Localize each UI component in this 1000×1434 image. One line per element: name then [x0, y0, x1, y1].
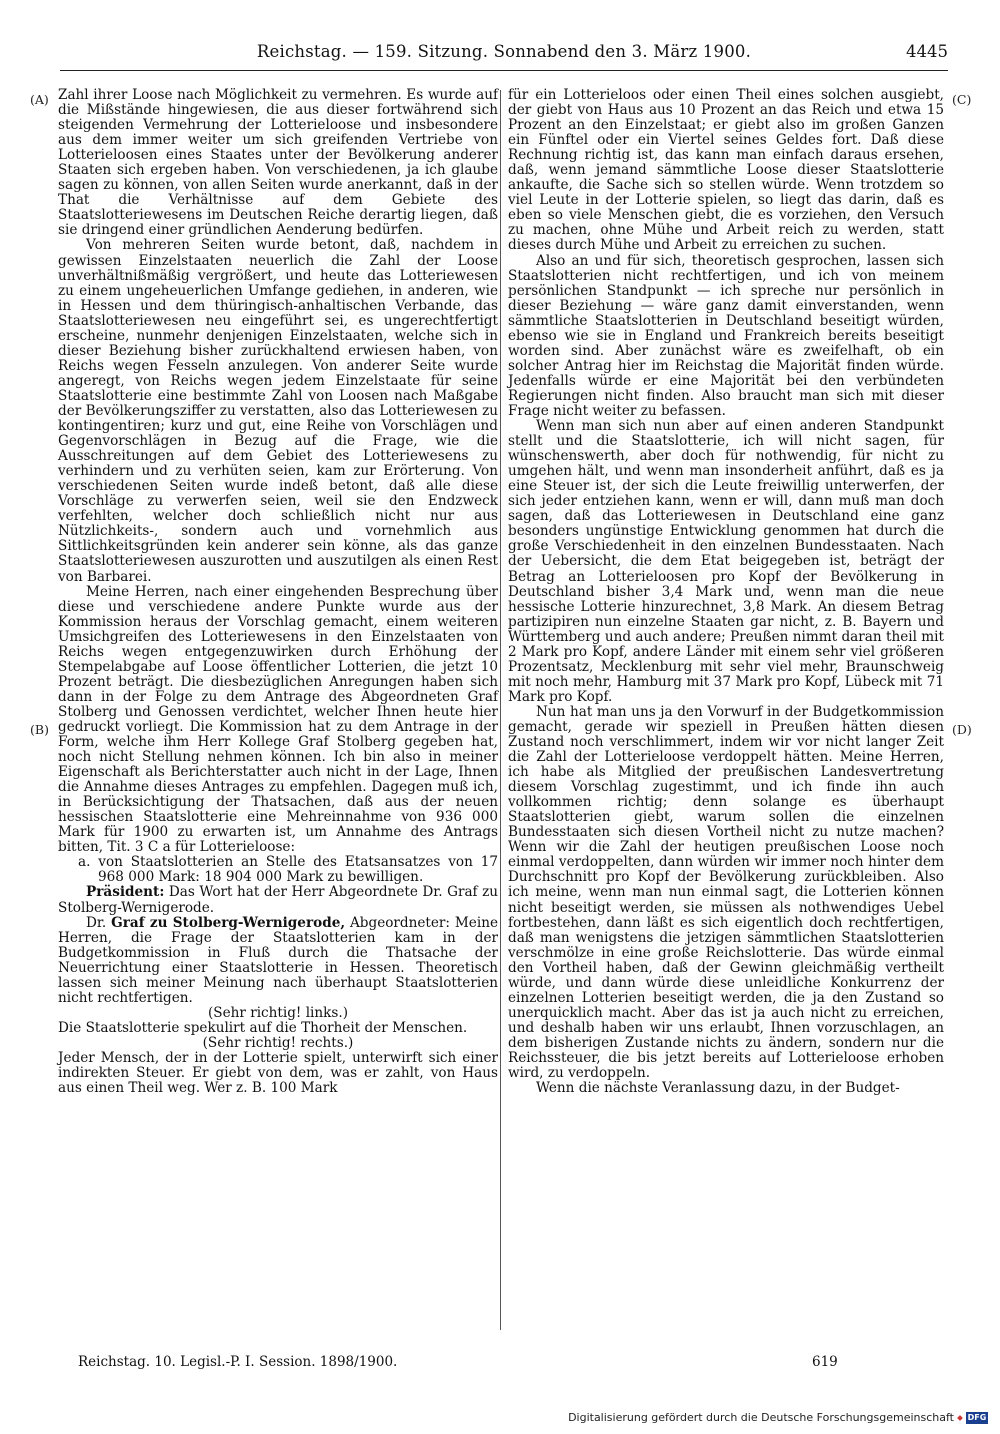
column-divider	[500, 90, 501, 1330]
right-paragraph: Also an und für sich, theoretisch gesprochen, lassen sich Staatslotterien nicht rechtfertigen, und ich von meinem persönlichen Standpunkt — ich spreche nur persönlich in dieser Beziehung — wäre ganz damit einverstanden, wenn sämmtliche Staatslotterien in Deutschland beseitigt würden, ebenso wie sie in England und Frankreich bereits beseitigt worden sind. Aber zunächst wäre es zweifelhaft, ob ein solcher Antrag hier im Reichstag die Majorität finden würde. Jedenfalls würde er eine Majorität bei den verbündeten Regierungen nicht finden. Also braucht man sich mit dieser Frage nicht weiter zu befassen.	[508, 252, 944, 419]
dfg-credit	[568, 1411, 988, 1424]
right-paragraph: Nun hat man uns ja den Vorwurf in der Budgetkommission gemacht, gerade wir speziell in Preußen hätten diesen Zustand noch verschlimmert, indem wir vor nicht langer Zeit die Zahl der Lotterieloose verdoppelt hätten. Meine Herren, ich habe als Mitglied der preußischen Landesvertretung diesem Vorschlag zugestimmt, und ich finde ihn auch vollkommen richtig; denn solange es überhaupt Staatslotterien giebt, warum sollen die einzelnen Bundesstaaten sich diesen Vortheil nicht zu nutze machen? Wenn wir die Zahl der heutigen preußischen Loose noch einmal verdoppelten, dann würden wir immer noch hinter dem Durchschnitt pro Kopf der Bevölkerung zurückbleiben. Also ich meine, wenn man nun einmal sagt, die Lotterien können nicht beseitigt werden, sie müssen als nothwendiges Uebel fortbestehen, dann läßt es sich eigentlich doch rechtfertigen, daß man wenigstens die jetzigen sämmtlichen Staatslotterien verschmölze in eine große Reichslotterie. Das würde einmal den Vortheil haben, daß der Gewinn gleichmäßig vertheilt würde, und dann würde diese unleidliche Konkurrenz der einzelnen Lotterien beseitigt werden, die ja den Zustand so unerquicklich macht. Aber das ist ja auch nicht zu erreichen, und deshalb haben wir uns erlaubt, Ihnen vorzuschlagen, an dem bisherigen Zustande nichts zu ändern, sondern nur die Reichssteuer, die bis jetzt bereits auf Lotterieloose erhoben wird, zu verdoppeln.	[508, 703, 944, 1082]
margin-marker-b: (B)	[30, 722, 49, 737]
interjection: (Sehr richtig! rechts.)	[202, 1034, 354, 1051]
dfg-diamond-icon	[957, 1415, 963, 1421]
left-paragraph: Zahl ihrer Loose nach Möglichkeit zu vermehren. Es wurde auf die Mißstände hingewiesen, die aus dieser fortwährend sich steigenden Vermehrung der Lotterieloose und insbesondere aus dem immer weiter um sich greifenden Vertriebe von Lotterieloosen eines Staates unter der Bevölkerung anderer Staaten sich ergeben haben. Von verschiedenen, ja ich glaube sagen zu können, von allen Seiten wurde anerkannt, daß in der That die Verhältnisse auf dem Gebiete des Staatslotteriewesens im Deutschen Reiche derartig liegen, daß sie dringend einer gründlichen Aenderung bedürfen.	[58, 87, 498, 239]
footer-session: Reichstag. 10. Legisl.-P. I. Session. 1898/1900.	[78, 1354, 398, 1370]
margin-marker-d: (D)	[952, 722, 972, 737]
motion-item: a. von Staatslotterien an Stelle des Etatsansatzes von 17 968 000 Mark: 18 904 000 Mark zu bewilligen.	[78, 854, 498, 886]
interjection: (Sehr richtig! links.)	[207, 1004, 349, 1021]
right-paragraph: Wenn man sich nun aber auf einen anderen Standpunkt stellt und die Staatslotterie, ich will nicht sagen, für wünschenswerth, aber doch für nothwendig, für nicht zu umgehen hält, und wenn man insonderheit anführt, daß es ja eine Steuer ist, der sich die Leute freiwillig unterwerfen, der sich jeder entziehen kann, wenn er will, dann muß man doch sagen, daß das Lotteriewesen in Deutschland eine ganz besonders ungünstige Entwicklung genommen hat durch die große Verschiedenheit in den einzelnen Bundesstaaten. Nach der Uebersicht, die dem Etat beigegeben ist, beträgt der Betrag an Lotterieloosen pro Kopf der Bevölkerung in Deutschland bisher 3,4 Mark und, wenn man die neue hessische Lotterie hinzurechnet, 3,8 Mark. An diesem Betrag partizipiren nun einzelne Staaten gar nicht, z. B. Bayern und Württemberg und auch andere; Preußen nimmt daran theil mit 2 Mark pro Kopf, andere Länder mit einem sehr viel größeren Prozentsatz, Mecklenburg mit sehr viel mehr, Braunschweig mit noch mehr, Hamburg mit 37 Mark pro Kopf, Lübeck mit 71 Mark pro Kopf.	[508, 418, 944, 705]
footer-sheet-number: 619	[812, 1354, 838, 1370]
left-column	[58, 88, 498, 1096]
margin-marker-c: (C)	[952, 92, 972, 107]
right-paragraph: Wenn die nächste Veranlassung dazu, in der Budget-	[536, 1080, 900, 1097]
president-statement	[58, 885, 498, 915]
speaker-statement	[58, 916, 498, 1006]
running-title: Reichstag. — 159. Sitzung. Sonnabend den 3. März 1900.	[256, 42, 752, 61]
left-paragraph: Von mehreren Seiten wurde betont, daß, nachdem in gewissen Einzelstaaten neuerlich die Zahl der Loose unverhältnißmäßig vergrößert, und heute das Lotteriewesen zu einem ungeheuerlichen Umfange gediehen, in anderen, wie in Hessen und dem thüringisch-anhaltischen Verbande, das Staatslotteriewesen neu eingeführt sei, es ungerechtfertigt erscheine, nunmehr denjenigen Einzelstaaten, welche sich in dieser Beziehung bisher zurückhaltend erwiesen haben, von Reichs wegen Fesseln anzulegen. Von anderer Seite wurde angeregt, von Reichs wegen jedem Einzelstaate für seine Staatslotterie eine bestimmte Zahl von Loosen nach Maßgabe der Bevölkerungsziffer zu verstatten, also das Lotteriewesen zu kontingentiren; kurz und gut, eine Reihe von Vorschlägen und Gegenvorschlägen in Bezug auf die Frage, wie die Ausschreitungen auf dem Gebiet des Lotteriewesens zu verhindern und zu verhüten seien, kam zur Erörterung. Von verschiedenen Seiten wurde indeß betont, daß alle diese Vorschläge zu verwerfen seien, weil sie den Endzweck verfehlten, welcher doch schließlich nicht nur aus Nützlichkeits-, sondern auch und vornehmlich aus Sittlichkeitsgründen kein anderer sein könne, als das ganze Staatslotteriewesen auszurotten und auszutilgen als einen Rest von Barbarei.	[58, 237, 498, 585]
left-paragraph: Jeder Mensch, der in der Lotterie spielt, unterwirft sich einer indirekten Steuer. Er giebt von dem, was er zahlt, von Haus aus einen Theil weg. Wer z. B. 100 Mark	[58, 1050, 498, 1097]
right-paragraph: für ein Lotterieloos oder einen Theil eines solchen ausgiebt, der giebt von Haus aus 10 Prozent an das Reich und etwa 15 Prozent an den Einzelstaat; er giebt also im großen Ganzen ein Fünftel oder ein Viertel seines Geldes fort. Daß diese Rechnung richtig ist, das kann man einfach daraus ersehen, daß, wenn jemand sämmtliche Loose dieser Staatslotterie ankaufte, die Sache sich so stellen würde. Wenn trotzdem so viel Leute in der Lotterie spielen, so liegt das darin, daß es eben so viele Menschen giebt, die es vorziehen, den Versuch zu machen, ohne Mühe und Arbeit reich zu werden, statt dieses durch Mühe und Arbeit zu erreichen zu suchen.	[508, 87, 944, 254]
president-text: Das Wort hat der Herr Abgeordnete Dr. Graf zu Stolberg-Wernigerode.	[58, 884, 499, 916]
left-paragraph: Meine Herren, nach einer eingehenden Besprechung über diese und verschiedene andere Punkte wurde aus der Kommission heraus der Vorschlag gemacht, einem weiteren Umsichgreifen des Lotteriewesens in den Einzelstaaten von Reichs wegen entgegenzuwirken durch Erhöhung der Stempelabgabe auf Loose öffentlicher Lotterien, die jetzt 10 Prozent beträgt. Die diesbezüglichen Anregungen haben sich dann in der Folge zu dem Antrage des Abgeordneten Graf Stolberg und Genossen verdichtet, welcher Ihnen heute hier gedruckt vorliegt. Die Kommission hat zu dem Antrage in der Form, welche ihm Herr Kollege Graf Stolberg gegeben hat, noch nicht Stellung nehmen können. Ich bin also in meiner Eigenschaft als Berichterstatter auch nicht in der Lage, Ihnen die Annahme dieses Antrages zu empfehlen. Dagegen muß ich, in Berücksichtigung der Thatsachen, daß aus der neuen hessischen Staatslotterie eine Mehreinnahme von 936 000 Mark für 1900 zu erwarten ist, um Annahme des Antrags bitten, Tit. 3 C a für Lotterieloose:	[58, 583, 498, 856]
speaker-prefix: Dr.	[86, 914, 107, 931]
page-number: 4445	[906, 42, 948, 61]
president-label: Präsident:	[86, 884, 165, 901]
right-column	[508, 88, 944, 1096]
margin-marker-a: (A)	[30, 92, 49, 107]
dfg-credit-text: Digitalisierung gefördert durch die Deutsche Forschungsgemeinschaft	[568, 1411, 954, 1424]
page-header	[60, 40, 948, 71]
dfg-logo: DFG	[967, 1412, 987, 1422]
left-sentence: Die Staatslotterie spekulirt auf die Thorheit der Menschen.	[58, 1019, 468, 1036]
speaker-name: Graf zu Stolberg-Wernigerode,	[111, 914, 346, 931]
speaker-text: Abgeordneter: Meine Herren, die Frage der Staatslotterien kam in der Budgetkommission in Fluß durch die Thatsache der Neuerrichtung einer Staatslotterie in Hessen. Theoretisch lassen sich meiner Meinung nach überhaupt Staatslotterien nicht rechtfertigen.	[58, 914, 498, 1006]
